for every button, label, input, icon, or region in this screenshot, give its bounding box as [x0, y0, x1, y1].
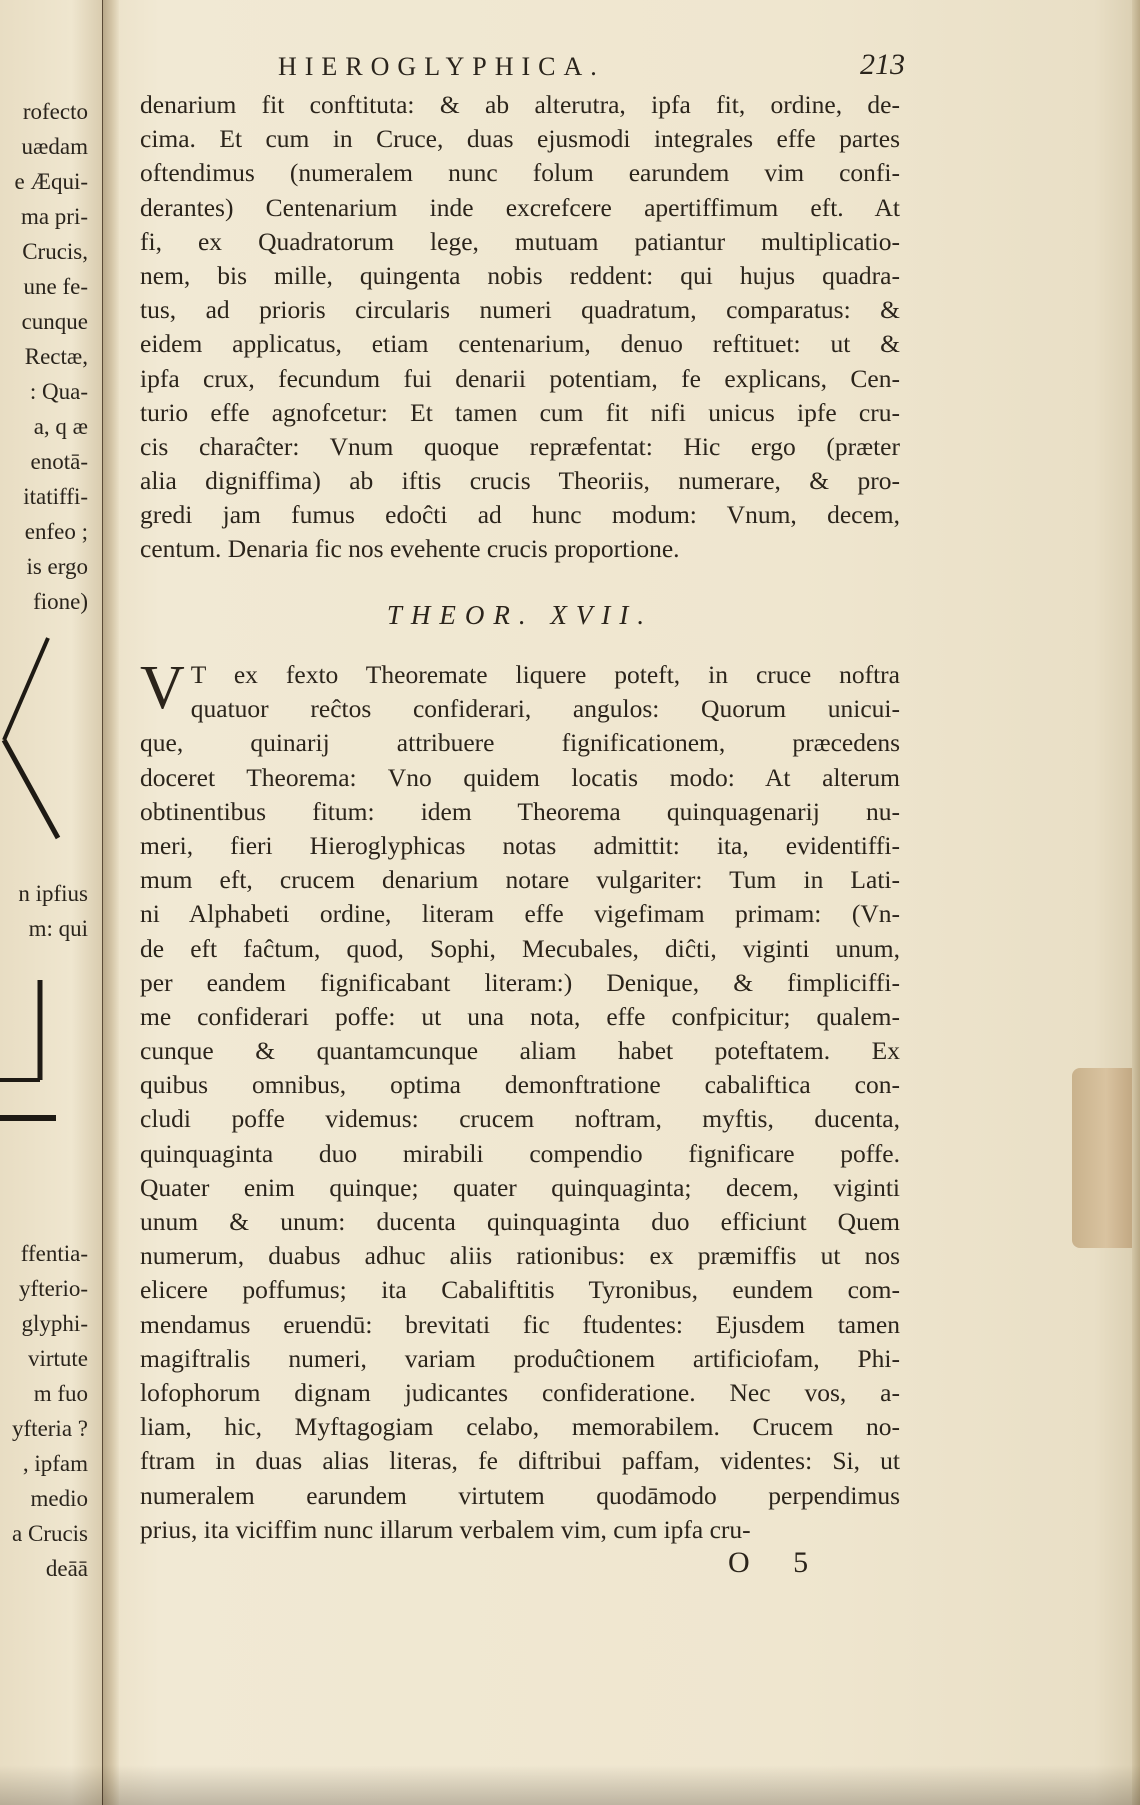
text-line: centum. Denaria fic nos evehente crucis proportione. [140, 534, 680, 564]
text-line: mum eft, crucem denarium notare vulgariter: Tum in Lati- [140, 865, 900, 895]
diagonal-stroke [4, 638, 48, 740]
book-gutter [103, 0, 119, 1805]
facing-page-fragment: enotā- [30, 449, 88, 474]
text-line: elicere poffumus; ita Cabaliftitis Tyronibus, eundem com- [140, 1275, 900, 1305]
facing-page-fragment: ma pri- [20, 204, 88, 229]
text-line: turio effe agnofcetur: Et tamen cum fit nifi unicus ipfe cru- [140, 397, 900, 427]
facing-page-fragment: Crucis, [22, 239, 88, 264]
facing-page-fragment: m fuo [33, 1381, 88, 1406]
text-line: numerum, duabus adhuc aliis rationibus: ex præmiffis ut nos [140, 1241, 900, 1271]
text-line: derantes) Centenarium inde excrefcere apertiffimum eft. At [140, 192, 900, 222]
text-line: T ex fexto Theoremate liquere poteft, in cruce noftra [190, 660, 900, 689]
facing-page-fragment: virtute [27, 1346, 88, 1371]
section-heading: THEOR. XVII. [386, 600, 654, 630]
page-shadow [0, 1765, 1140, 1805]
text-line: unum & unum: ducenta quinquaginta duo efficiunt Quem [140, 1207, 900, 1236]
text-line: cima. Et cum in Cruce, duas ejusmodi integrales effe partes [140, 124, 900, 154]
text-line: fi, ex Quadratorum lege, mutuam patiantur multiplicatio- [140, 226, 900, 256]
text-line: nem, bis mille, quingenta nobis reddent: qui hujus quadra- [140, 260, 900, 290]
text-line: eidem applicatus, etiam centenarium, denuo reftituet: ut & [140, 329, 900, 359]
facing-page-fragment: uædam [21, 134, 88, 159]
text-line: Quater enim quinque; quater quinquaginta; decem, viginti [140, 1172, 900, 1202]
facing-page-fragment: yfteria ? [12, 1416, 88, 1441]
text-line: tus, ad prioris circularis numeri quadratum, comparatus: & [140, 295, 900, 325]
text-line: lofophorum dignam judicantes confideratione. Nec vos, a- [140, 1377, 900, 1407]
facing-page-edge [0, 0, 104, 1805]
signature-mark: O 5 [728, 1546, 827, 1579]
text-line: numeralem earundem virtutem quodāmodo perpendimus [140, 1480, 900, 1510]
facing-page-fragment: is ergo [26, 554, 88, 579]
facing-page-fragment: glyphi- [21, 1311, 88, 1336]
facing-page-fragment: rofecto [22, 99, 88, 124]
paragraph-1 [140, 88, 900, 567]
facing-page-fragment: ffentia- [20, 1241, 88, 1266]
text-line: oftendimus (numeralem nunc folum earundem vim confi- [140, 158, 900, 188]
text-line: ftram in duas alias literas, fe diftribui paffam, videntes: Si, ut [140, 1446, 900, 1476]
text-line: quibus omnibus, optima demonftratione cabaliftica con- [140, 1070, 900, 1100]
facing-page-fragment: medio [30, 1486, 88, 1511]
paper-tab [1072, 1068, 1140, 1248]
text-line: que, quinarij attribuere fignificationem, præcedens [140, 728, 900, 758]
text-line: doceret Theorema: Vno quidem locatis modo: At alterum [140, 762, 900, 792]
facing-page-fragment: a Crucis [11, 1521, 88, 1546]
facing-page-fragment: itatiffi- [23, 484, 88, 509]
facing-page-fragment: , ipfam [22, 1451, 88, 1476]
text-line: cludi poffe videmus: crucem noftram, myftis, ducenta, [140, 1104, 900, 1134]
text-line: cunque & quantamcunque aliam habet poteftatem. Ex [140, 1036, 900, 1066]
text-line: liam, hic, Myftagogiam celabo, memorabilem. Crucem no- [140, 1412, 900, 1442]
facing-page-fragment: fione) [33, 589, 88, 614]
drop-cap: V [140, 654, 185, 722]
page-header [278, 42, 905, 90]
text-line: cis charaĉter: Vnum quoque repræfentat: Hic ergo (præter [140, 431, 900, 461]
text-line: obtinentibus fitum: idem Theorema quinquagenarij nu- [140, 796, 900, 826]
text-line: per eandem fignificabant literam:) Denique, & fimpliciffi- [140, 967, 900, 997]
facing-page-fragment: e Æqui- [14, 169, 88, 194]
facing-page-fragment: Rectæ, [24, 344, 88, 369]
running-head: HIEROGLYPHICA. [278, 52, 605, 81]
text-line: magiftralis numeri, variam produĉtionem artificiofam, Phi- [140, 1343, 900, 1373]
text-line: denarium fit conftituta: & ab alterutra, ipfa fit, ordine, de- [140, 90, 900, 119]
text-line: gredi jam fumus edoĉti ad hunc modum: Vnum, decem, [140, 500, 900, 530]
facing-page-fragment: yfterio- [19, 1276, 88, 1301]
facing-page-fragment: enfeo ; [24, 519, 88, 544]
paragraph-2 [140, 654, 900, 1547]
text-line: quatuor reĉtos confiderari, angulos: Quorum unicui- [190, 694, 900, 724]
text-line: me confiderari poffe: ut una nota, effe confpicitur; qualem- [140, 1001, 900, 1031]
text-line: quinquaginta duo mirabili compendio fignificare poffe. [140, 1138, 900, 1168]
facing-page-fragment: m: qui [28, 916, 88, 941]
text-line: alia digniffima) ab iftis crucis Theoriis, numerare, & pro- [140, 466, 900, 496]
page-number: 213 [860, 48, 905, 81]
text-line: de eft faĉtum, quod, Sophi, Mecubales, diĉti, viginti unum, [140, 933, 900, 963]
facing-page-fragment: n ipfius [18, 881, 88, 906]
text-line: prius, ita viciffim nunc illarum verbalem vim, cum ipfa cru- [140, 1514, 751, 1544]
page-edge [1132, 0, 1140, 1805]
text-line: ipfa crux, fecundum fui denarii potentiam, fe explicans, Cen- [140, 363, 900, 393]
facing-page-fragment: une fe- [23, 274, 88, 299]
text-line: mendamus eruendū: brevitati fic ftudentes: Ejusdem tamen [140, 1309, 900, 1339]
facing-page-fragment: a, q æ [33, 414, 88, 439]
text-line: ni Alphabeti ordine, literam effe vigefimam primam: (Vn- [140, 899, 900, 929]
facing-page-fragment: : Qua- [29, 379, 88, 404]
diagonal-stroke [4, 740, 58, 838]
facing-page-fragment: deāā [45, 1556, 88, 1581]
facing-page-fragment: cunque [21, 309, 88, 334]
text-line: meri, fieri Hieroglyphicas notas admittit: ita, evidentiffi- [140, 830, 900, 860]
